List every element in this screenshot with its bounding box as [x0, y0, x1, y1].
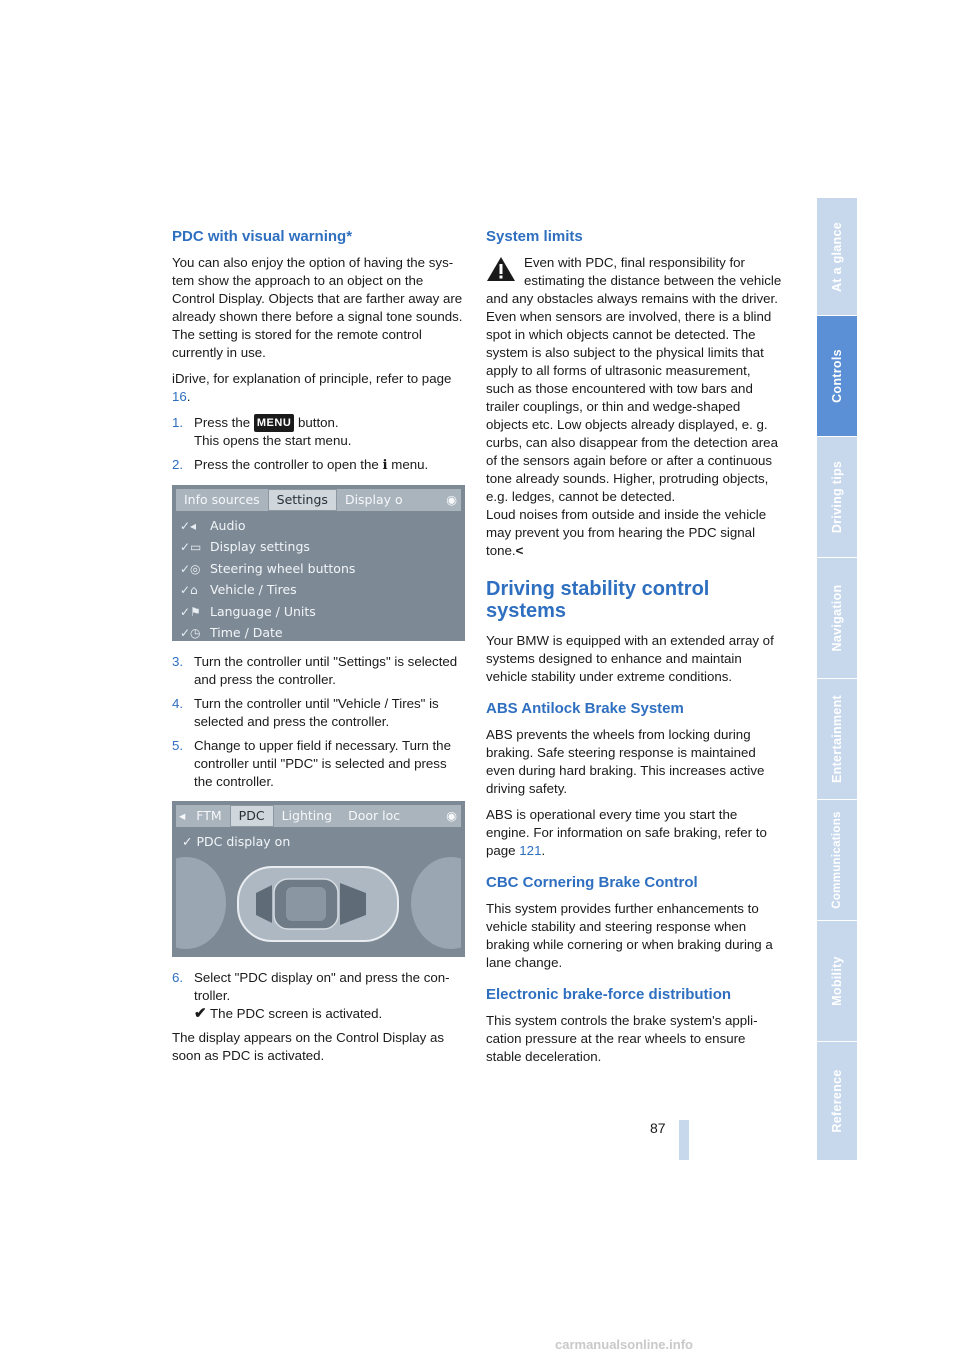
page-link-121[interactable]: 121 — [519, 843, 542, 858]
flag-icon: ✓⚑ — [180, 604, 201, 619]
display-icon: ✓▭ — [180, 540, 202, 555]
info-i-icon: i — [382, 458, 388, 473]
tab-navigation[interactable]: Navigation — [817, 558, 857, 678]
tab-at-a-glance[interactable]: At a glance — [817, 198, 857, 315]
step-1: 1. Press the MENU button. This opens the start menu. — [172, 415, 352, 448]
right-column — [486, 228, 782, 1074]
screen1-tab-info-sources: Info sources — [184, 492, 260, 507]
car-top-view-icon — [176, 853, 461, 951]
limits-paragraph-2: Loud noises from outside and inside the vehicle may prevent you from hearing the PDC signal tone. — [486, 507, 767, 558]
page-link-16[interactable]: 16 — [172, 389, 187, 404]
screen1-tab-settings: Settings — [268, 489, 337, 511]
screen2-tab-ftm: FTM — [196, 808, 222, 823]
watermark: carmanualsonline.info — [555, 1337, 693, 1352]
tab-communications[interactable]: Communications — [817, 800, 857, 920]
end-mark: < — [515, 543, 524, 558]
screen2-tab-door-lock: Door loc — [348, 808, 401, 823]
step-2: 2. Press the controller to open the i menu. — [172, 457, 429, 473]
menu-item-time-date: ✓◷ Time / Date — [180, 625, 283, 641]
cbc-paragraph: This system provides further enhancements to vehicle stability and steering response when braking while cornering or when braking during a lane change. — [486, 901, 773, 970]
idrive-paragraph: iDrive, for explanation of principle, refer to page 16. — [172, 371, 452, 404]
menu-button-icon: MENU — [254, 414, 294, 432]
warning-triangle-icon — [486, 256, 516, 282]
section-heading-stability: Driving stability control systems — [486, 578, 710, 622]
limits-paragraph: Even with PDC, final responsibility for estimating the distance between the vehicle and any obstacles always remains with the driver. Even when sensors are involved, there is a blind spot in which objects cannot be detected. The system is also subject to the physical limits that apply to all forms of ultrasonic measurement, such as those encountered with tow bars and trailer couplings, or thin and wedge-shaped objects etc. Low objects already displayed, e. g. curbs, can also disappear from the detection area of the sensors again before or after a continuous tone already sounds. Higher, protruding objects, e.g. ledges, cannot be detected. — [486, 255, 782, 504]
screen1-menu-list — [180, 515, 457, 644]
menu-item-steering-wheel: ✓◎ Steering wheel buttons — [180, 560, 356, 576]
step-3: 3. Turn the controller until "Settings" is selected and press the controller. — [172, 654, 458, 687]
step-4: 4. Turn the controller until "Vehicle / Tires" is selected and press the controller. — [172, 696, 439, 729]
menu-item-language-units: ✓⚑ Language / Units — [180, 603, 316, 619]
joystick-icon: ◉ — [446, 492, 457, 507]
step-5: 5. Change to upper field if necessary. Turn the controller until "PDC" is selected and press the controller. — [172, 738, 451, 789]
section-heading-ebd: Electronic brake-force distribution — [486, 986, 732, 1003]
section-heading-pdc-visual: PDC with visual warning* — [172, 228, 353, 245]
intro-paragraph: You can also enjoy the option of having the system show the approach to an object on the Control Display. Objects that are farther away are already shown there before a signal tone sounds. The setting is stored for the remote control currently in use. — [172, 255, 463, 360]
screen1-tab-bar — [176, 489, 461, 511]
section-heading-cbc: CBC Cornering Brake Control — [486, 874, 698, 891]
abs-paragraph-1: ABS prevents the wheels from locking during braking. Safe steering response is maintained even during hard braking. This increases active driving safety. — [486, 727, 765, 796]
car-top-view — [176, 853, 461, 951]
section-heading-system-limits: System limits — [486, 228, 583, 245]
tab-driving-tips[interactable]: Driving tips — [817, 437, 857, 557]
menu-item-audio: ✓◂ Audio — [180, 517, 246, 533]
section-heading-abs: ABS Antilock Brake System — [486, 700, 684, 717]
tab-reference[interactable]: Reference — [817, 1042, 857, 1160]
stability-paragraph: Your BMW is equipped with an extended array of systems designed to enhance and maintain vehicle stability under extreme conditions. — [486, 633, 774, 684]
tab-entertainment[interactable]: Entertainment — [817, 679, 857, 799]
screen1-tab-display: Display o — [344, 492, 403, 507]
menu-item-display-settings: ✓▭ Display settings — [180, 539, 310, 555]
screen2-tab-pdc: PDC — [230, 805, 274, 827]
check-symbol-icon: ✔ — [194, 1005, 207, 1022]
checkmark-icon: ✓ — [182, 834, 197, 849]
left-column — [172, 228, 468, 1073]
closing-paragraph: The display appears on the Control Display as soon as PDC is activated. — [172, 1030, 444, 1063]
left-arrow-icon: ◂ — [179, 808, 186, 823]
chapter-tabs — [817, 198, 857, 1161]
steering-wheel-icon: ✓◎ — [180, 561, 201, 576]
car-icon: ✓⌂ — [180, 583, 198, 598]
page-number: 87 — [650, 1120, 666, 1136]
menu-item-vehicle-tires: ✓⌂ Vehicle / Tires — [180, 582, 297, 598]
joystick-icon: ◉ — [446, 808, 457, 823]
page-number-bar — [679, 1120, 689, 1160]
tab-controls[interactable]: Controls — [817, 316, 857, 436]
audio-icon: ✓◂ — [180, 518, 197, 533]
screen2-tab-bar — [176, 805, 461, 827]
clock-icon: ✓◷ — [180, 626, 201, 641]
tab-mobility[interactable]: Mobility — [817, 921, 857, 1041]
screen2-tab-lighting: Lighting — [281, 808, 333, 823]
pdc-display-on-option: ✓ PDC display on — [182, 834, 291, 849]
ebd-paragraph: This system controls the brake system's application pressure at the rear wheels to ensure stable deceleration. — [486, 1013, 758, 1064]
step-6: 6. Select "PDC display on" and press the controller. ✔ The PDC screen is activated. — [172, 970, 450, 1022]
pdc-screenshot — [172, 801, 465, 957]
warning-block — [486, 254, 782, 560]
abs-paragraph-2: ABS is operational every time you start the engine. For information on safe braking, refer to page 121. — [486, 807, 767, 858]
settings-menu-screenshot — [172, 485, 465, 641]
